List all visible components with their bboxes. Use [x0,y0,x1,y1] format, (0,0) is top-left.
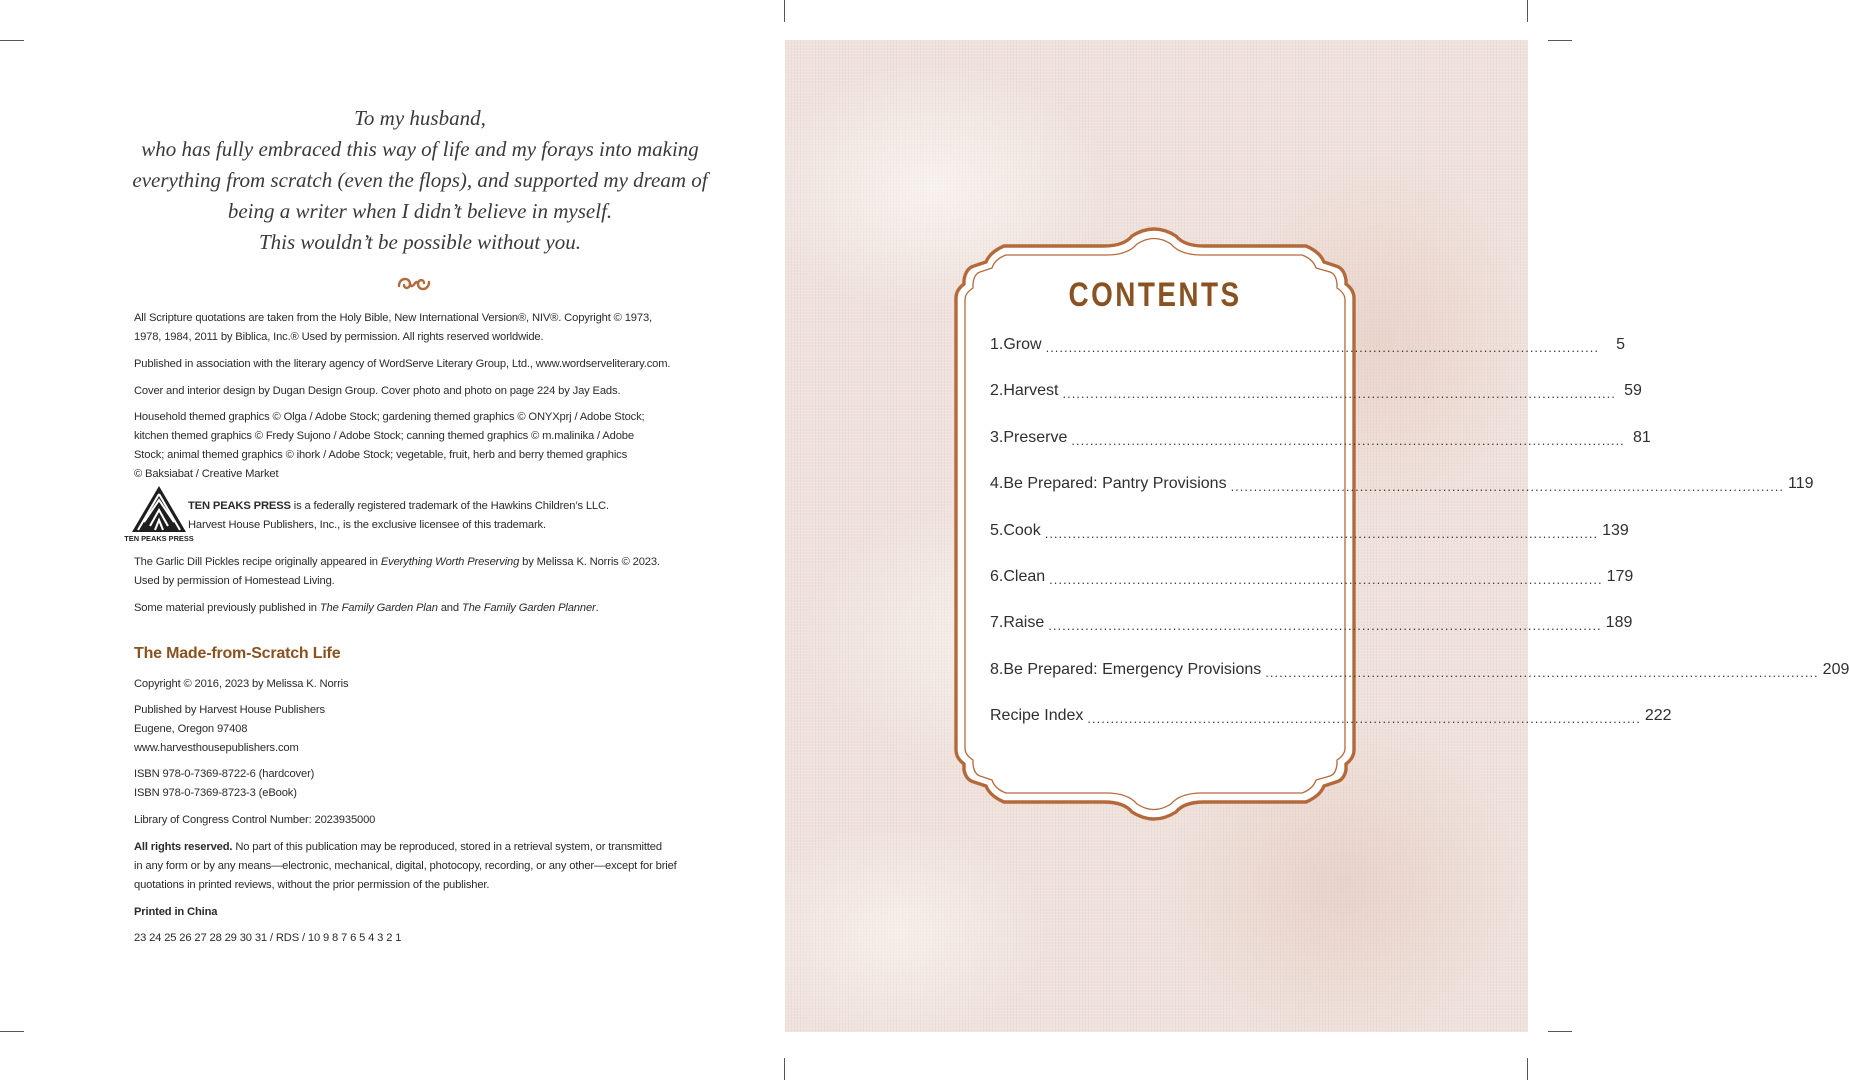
toc-entry-number: 5. [990,521,1004,539]
material-text: . [595,602,599,614]
toc-dot-leader: ........................................................................................................................ [1044,525,1599,541]
toc-entry-label: Be Prepared: Emergency Provisions [1003,660,1262,678]
toc-entry[interactable] [990,660,1849,707]
toc-entry-label: Raise [1003,614,1045,632]
toc-entry[interactable] [990,382,1642,428]
toc-entry-page: 81 [1633,428,1651,446]
toc-entry[interactable] [990,521,1629,568]
toc-entry-label: Harvest [1003,382,1059,400]
dedication-line: who has fully embraced this way of life and my forays into making [141,137,699,161]
dedication-line: being a writer when I didn’t believe in myself. [227,199,613,223]
trademark-text: is a federally registered trademark of the Hawkins Children’s LLC. [290,500,609,512]
toc-entry-number: 3. [990,428,1004,446]
toc-entry-page: 179 [1606,567,1634,585]
graphics-line: Household themed graphics © Olga / Adobe Stock; gardening themed graphics © ONYXprj / Adobe Stock; [134,411,645,423]
trademark-brand: TEN PEAKS PRESS [188,500,291,512]
material-source-title: The Family Garden Planner [461,602,596,614]
pickles-line: Used by permission of Homestead Living. [134,575,335,587]
publisher-line: Eugene, Oregon 97408 [134,723,248,735]
table-of-contents [990,336,1849,754]
isbn-line: ISBN 978-0-7369-8722-6 (hardcover) [134,768,315,780]
toc-entry[interactable] [990,707,1672,753]
rights-line: quotations in printed reviews, without the prior permission of the publisher. [134,879,490,891]
toc-entry-page: 59 [1624,382,1642,400]
dedication-line: everything from scratch (even the flops), and supported my dream of [132,168,708,192]
graphics-line: © Baksiabat / Creative Market [134,468,279,480]
publisher-line: Published by Harvest House Publishers [134,704,325,716]
toc-entry[interactable] [990,614,1633,660]
logo-wordmark: TEN PEAKS PRESS [124,534,194,543]
book-title: The Made-from-Scratch Life [134,645,341,662]
rights-bold: All rights reserved. [134,841,233,853]
toc-dot-leader: ........................................................................................................................ [1265,664,1819,680]
toc-entry[interactable] [990,428,1651,475]
design-line: Cover and interior design by Dugan Design Group. Cover photo and photo on page 224 by Jay Eads. [134,385,621,397]
toc-entry[interactable] [990,567,1634,614]
toc-entry-label: Recipe Index [990,707,1084,725]
material-text: Some material previously published in [134,602,320,614]
dedication-line: To my husband, [354,106,486,130]
toc-entry-number: 8. [990,660,1004,678]
pickles-source-title: Everything Worth Preserving [380,556,520,568]
scripture-line: All Scripture quotations are taken from the Holy Bible, New International Version®, NIV®. Copyright © 1973, [134,312,652,324]
toc-entry-page: 119 [1787,475,1814,493]
toc-dot-leader: ........................................................................................................................ [1071,432,1625,448]
toc-dot-leader: ........................................................................................................................ [1048,618,1602,634]
rights-line: in any form or by any means—electronic, mechanical, digital, photocopy, recording, or any other—except for brief [134,860,677,872]
toc-entry-label: Grow [1003,336,1042,353]
toc-entry-page: 222 [1644,707,1672,725]
rights-text: No part of this publication may be reproduced, stored in a retrieval system, or transmitted [232,841,662,853]
trademark-line: Harvest House Publishers, Inc., is the exclusive licensee of this trademark. [188,519,546,531]
material-text: and [437,602,462,614]
toc-entry[interactable] [990,336,1625,382]
toc-entry-page: 209 [1822,660,1849,678]
pickles-text: The Garlic Dill Pickles recipe originally appeared in [134,556,381,568]
printed-bold: Printed in China [134,906,218,918]
toc-entry[interactable] [990,475,1814,521]
isbn-line: ISBN 978-0-7369-8723-3 (eBook) [134,787,297,799]
material-source-title: The Family Garden Plan [319,602,438,614]
toc-entry-number: 2. [990,382,1004,400]
scripture-line: 1978, 1984, 2011 by Biblica, Inc.® Used by permission. All rights reserved worldwide. [134,331,544,343]
toc-entry-page: 5 [1616,336,1625,353]
toc-entry-label: Be Prepared: Pantry Provisions [1003,475,1227,493]
toc-entry-number: 4. [990,475,1004,493]
loc-text: Library of Congress Control Number: 2023935000 [134,814,376,826]
toc-dot-leader: ........................................................................................................................ [1045,340,1599,355]
toc-entry-page: 189 [1605,614,1633,632]
toc-entry-label: Cook [1003,521,1041,539]
graphics-line: kitchen themed graphics © Fredy Sujono / Adobe Stock; canning themed graphics © m.malinika / Adobe [134,430,634,442]
contents-title: CONTENTS [1068,276,1242,314]
toc-entry-page: 139 [1602,521,1629,539]
agency-line: Published in association with the literary agency of WordServe Literary Group, Ltd., www.wordserveliterary.com. [134,358,671,370]
toc-entry-number: 7. [990,614,1004,632]
toc-entry-label: Preserve [1003,428,1068,446]
toc-dot-leader: ........................................................................................................................ [1062,386,1616,402]
graphics-line: Stock; animal themed graphics © ihork / Adobe Stock; vegetable, fruit, herb and berry themed graphics [134,449,628,461]
copyright-text: Copyright © 2016, 2023 by Melissa K. Norris [134,678,349,690]
printing-text: 23 24 25 26 27 28 29 30 31 / RDS / 10 9 8 7 6 5 4 3 2 1 [134,932,402,944]
publisher-line: www.harvesthousepublishers.com [134,742,299,754]
toc-dot-leader: ........................................................................................................................ [1230,479,1784,495]
pickles-text: by Melissa K. Norris © 2023. [519,556,660,568]
toc-entry-label: Clean [1003,567,1046,585]
dedication-line: This wouldn’t be possible without you. [258,230,581,254]
toc-dot-leader: ........................................................................................................................ [1087,711,1641,727]
toc-dot-leader: ........................................................................................................................ [1049,571,1603,587]
toc-entry-number: 1. [990,336,1004,353]
toc-entry-number: 6. [990,567,1004,585]
